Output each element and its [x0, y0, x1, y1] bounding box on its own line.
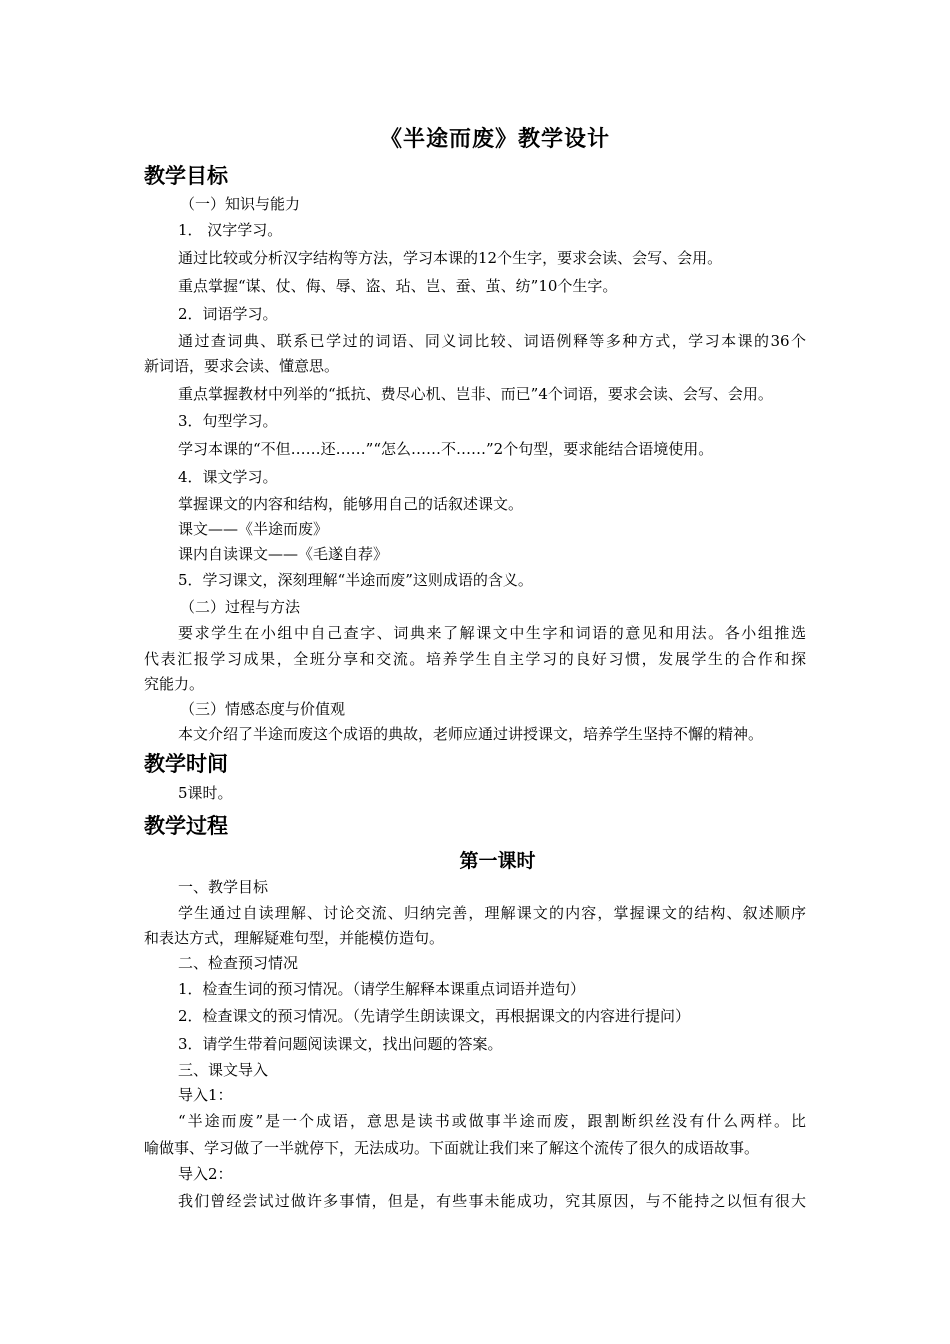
- paragraph: 5课时。: [178, 784, 233, 802]
- paragraph: 我们曾经尝试过做许多事情，但是，有些事未能成功，究其原因，与不能持之以恒有很大: [178, 1192, 806, 1210]
- paragraph: 3．请学生带着问题阅读课文，找出问题的答案。: [178, 1035, 503, 1053]
- subheading-knowledge: （一）知识与能力: [180, 195, 301, 213]
- paragraph: 通过查词典、联系已学过的词语、同义词比较、词语例释等多种方式，学习本课的36个: [178, 332, 806, 350]
- paragraph: 导入1：: [178, 1086, 233, 1104]
- paragraph: 二、检查预习情况: [178, 954, 299, 972]
- paragraph: 重点掌握“谋、仗、侮、辱、盗、玷、岂、蚕、茧、纺”10个生字。: [178, 277, 618, 295]
- section-heading-objectives: 教学目标: [144, 164, 228, 188]
- paragraph: 要求学生在小组中自己查字、词典来了解课文中生字和词语的意见和用法。各小组推选: [178, 624, 806, 642]
- paragraph: 学生通过自读理解、讨论交流、归纳完善，理解课文的内容，掌握课文的结构、叙述顺序: [178, 904, 806, 922]
- subheading-emotion: （三）情感态度与价值观: [180, 700, 346, 718]
- paragraph: 2．词语学习。: [178, 305, 278, 323]
- paragraph: 通过比较或分析汉字结构等方法，学习本课的12个生字，要求会读、会写、会用。: [178, 249, 723, 267]
- paragraph: 5．学习课文，深刻理解“半途而废”这则成语的含义。: [178, 571, 533, 589]
- paragraph: 1． 汉字学习。: [178, 221, 283, 239]
- paragraph: 和表达方式，理解疑难句型，并能模仿造句。: [144, 929, 445, 947]
- paragraph: 1．检查生词的预习情况。（请学生解释本课重点词语并造句）: [178, 980, 586, 998]
- paragraph: 课内自读课文——《毛遂自荐》: [178, 545, 389, 563]
- subheading-process: （二）过程与方法: [180, 598, 301, 616]
- paragraph: 三、课文导入: [178, 1061, 269, 1079]
- lesson-heading: 第一课时: [459, 850, 536, 872]
- paragraph: “半途而废”是一个成语，意思是读书或做事半途而废，跟割断织丝没有什么两样。比: [178, 1112, 806, 1130]
- paragraph: 重点掌握教材中列举的“抵抗、费尽心机、岂非、而已”4个词语，要求会读、会写、会用。: [178, 385, 773, 403]
- paragraph: 本文介绍了半途而废这个成语的典故，老师应通过讲授课文，培养学生坚持不懈的精神。: [178, 725, 764, 743]
- paragraph: 新词语，要求会读、懂意思。: [144, 357, 340, 375]
- paragraph: 掌握课文的内容和结构，能够用自己的话叙述课文。: [178, 495, 524, 513]
- section-heading-process: 教学过程: [144, 814, 228, 838]
- paragraph: 一、教学目标: [178, 878, 269, 896]
- section-heading-time: 教学时间: [144, 752, 228, 776]
- paragraph: 喻做事、学习做了一半就停下，无法成功。下面就让我们来了解这个流传了很久的成语故事。: [144, 1139, 760, 1157]
- paragraph: 3．句型学习。: [178, 412, 278, 430]
- paragraph: 究能力。: [144, 675, 205, 693]
- paragraph: 课文——《半途而废》: [178, 520, 329, 538]
- paragraph: 导入2：: [178, 1165, 233, 1183]
- paragraph: 4．课文学习。: [178, 468, 278, 486]
- paragraph: 代表汇报学习成果，全班分享和交流。培养学生自主学习的良好习惯，发展学生的合作和探: [144, 650, 806, 668]
- paragraph: 学习本课的“不但……还……”“怎么……不……”2个句型，要求能结合语境使用。: [178, 440, 714, 458]
- paragraph: 2．检查课文的预习情况。（先请学生朗读课文，再根据课文的内容进行提问）: [178, 1007, 691, 1025]
- document-title: 《半途而废》教学设计: [379, 127, 610, 152]
